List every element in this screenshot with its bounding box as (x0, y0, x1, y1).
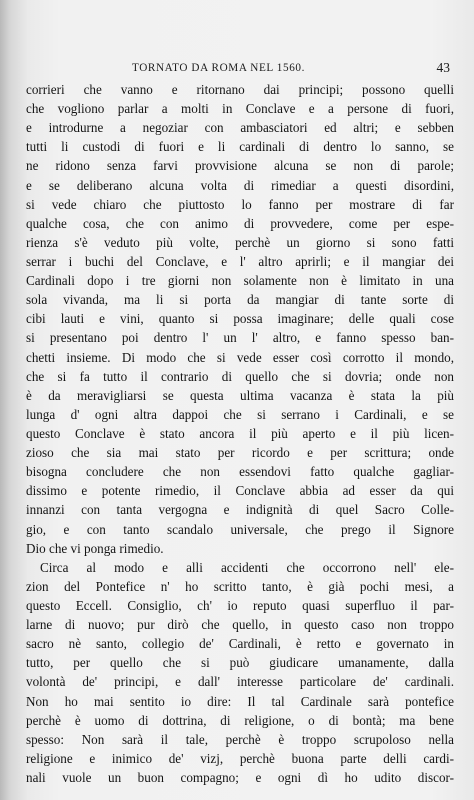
text-line: e se deliberano alcuna volta di rimediar a questi disordini, (26, 177, 454, 193)
text-line: Cardinali dopo i tre giorni non solamente non è limitato in una (26, 273, 454, 289)
text-line: zion del Pontefice n' ho scritto tanto, è già pochi mesi, a (26, 578, 454, 594)
text-line: questo Conclave è stato ancora il più aperto e il più licen- (26, 425, 454, 441)
text-line: serrar i buchi del Conclave, e l' altro aprirli; e il mangiar dei (26, 253, 454, 269)
text-line: lunga d' ogni altra dappoi che si serrano i Cardinali, e se (26, 406, 454, 422)
text-line: si presentano poi dentro l' un l' altro, e fanno spesso ban- (26, 330, 454, 346)
text-line: questo Eccell. Consiglio, ch' io reputo quasi superfluo il par- (26, 597, 454, 613)
text-line: religione e inimico de' vizj, perchè buona parte delli cardi- (26, 750, 454, 766)
text-line: e introdurne a negoziar con ambasciatori ed altri; e sebben (26, 120, 454, 136)
text-line: che vogliono parlar a molti in Conclave e a persone di fuori, (26, 101, 454, 117)
text-line: che si fa tutto il contrario di quello che si dovria; onde non (26, 368, 454, 384)
text-line: sola vivanda, ma li si porta da mangiar di tante sorte di (26, 292, 454, 308)
text-line: corrieri che vanno e ritornano dai principi; possono quelli (26, 82, 454, 97)
text-line: rienza s'è veduto più volte, perchè un giorno si sono fatti (26, 234, 454, 250)
text-line: Non ho mai sentito io dire: Il tal Cardinale sarà pontefice (26, 693, 454, 709)
text-line: Circa al modo e alli accidenti che occorrono nell' ele- (40, 559, 454, 575)
text-line: tutti li custodi di fuori e li cardinali di dentro lo sanno, se (26, 139, 454, 155)
page-number: 43 (436, 60, 450, 75)
text-line: sacro nè santo, collegio de' Cardinali, è retto e governato in (26, 636, 454, 652)
body-text (26, 80, 454, 787)
text-line: nali vuole un buon compagno; e ogni dì ho udito discor- (26, 769, 454, 785)
text-line: Dio che vi ponga rimedio. (26, 540, 164, 556)
text-line: volontà de' principi, e dall' interesse particolare de' cardinali. (26, 674, 454, 690)
text-line: si vede chiaro che piuttosto lo fanno per mostrare di far (26, 196, 454, 212)
text-line: larne di nuovo; pur dirò che quello, in questo caso non troppo (26, 617, 454, 633)
text-line: è da meravigliarsi se questa ultima vacanza è stata la più (26, 387, 454, 403)
text-line: spesso: Non sarà il tale, perchè è troppo scrupoloso nella (26, 731, 454, 747)
text-line: qualche cosa, che con animo di provvedere, come per espe- (26, 215, 454, 231)
text-line: tutto, per quello che si può giudicare umanamente, dalla (26, 655, 454, 671)
text-line: bisogna concludere che non essendovi fatto qualche gagliar- (26, 464, 454, 480)
text-line: cibi lauti e vini, quanto si possa imaginare; delle quali cose (26, 311, 454, 327)
text-line: chetti insieme. Di modo che si vede esser così corrotto il mondo, (26, 349, 454, 365)
text-line: ne ridono senza farvi provvisione alcuna se non di parole; (26, 158, 454, 174)
running-head (14, 60, 454, 78)
text-line: dissimo e potente rimedio, il Conclave abbia ad esser da qui (26, 483, 454, 499)
text-line: gio, e con tanto scandalo universale, che prego il Signore (26, 521, 454, 537)
text-line: perchè è uomo di dottrina, di religione, o di bontà; ma bene (26, 712, 454, 728)
text-line: zioso che sia mai stato per ricordo e per scrittura; onde (26, 445, 454, 461)
running-title: TORNATO DA ROMA NEL 1560. (132, 62, 305, 74)
text-line: innanzi con tanta vergogna e indignità di quel Sacro Colle- (26, 502, 454, 518)
